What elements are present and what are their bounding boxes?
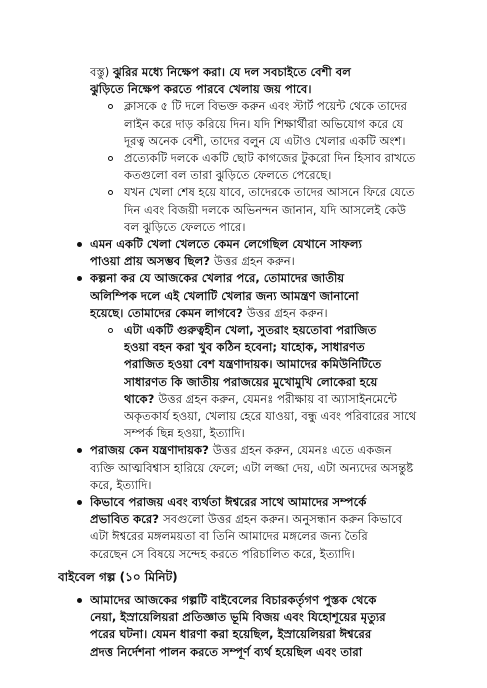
intro-line bbox=[90, 81, 470, 97]
bullet-line bbox=[90, 460, 470, 476]
text-run: করেছেন সে বিষয়ে সন্দেহ করতে পরিচালিত করে, ইত্যাদি। bbox=[90, 546, 355, 561]
text-run: কতগুলো বল তারা ঝুড়িতে ফেলতে পেরেছে। bbox=[124, 168, 332, 183]
sub-item-line bbox=[124, 184, 474, 200]
text-run: সাধারণত কি জাতীয় পরাজয়ের মুখোমুখি লোকেরা হয়ে bbox=[124, 374, 378, 389]
text-run: হওয়া বহন করা খুব কঠিন হবেনা; যাহোক, সাধারণত bbox=[124, 340, 365, 355]
text-run: এমন একটি খেলা খেলতে কেমন লেগেছিল যেখানে সাফল্য bbox=[90, 237, 362, 251]
text-run: অলিম্পিক দলে এই খেলাটি খেলার জন্য আমন্ত্রণ জানানো bbox=[90, 288, 359, 303]
text-run: পরের ঘটনা। যেমন ধারণা করা হয়েছিল, ইস্রায়েলিয়রা ঈশ্বরের bbox=[90, 627, 372, 642]
text-run: দিন এবং বিজয়ী দলকে অভিনন্দন জানান, যদি আসলেই কেউ bbox=[124, 202, 407, 217]
bullet-line bbox=[90, 305, 470, 321]
text-run: এটা একটি গুরুত্বহীন খেলা, সুতরাং হয়তোবা পরাজিত bbox=[124, 323, 377, 337]
bullet-marker bbox=[77, 242, 82, 247]
text-run: কিভাবে পরাজয় এবং ব্যর্থতা ঈশ্বরের সাথে আমাদের সম্পর্কে bbox=[90, 495, 367, 509]
bullet-line bbox=[90, 528, 470, 544]
bullet-line bbox=[90, 236, 470, 252]
text-run: করে, ইত্যাদি। bbox=[90, 477, 152, 492]
sub-item-line bbox=[124, 322, 474, 338]
text-run: হয়েছে। তোমাদের কেমন লাগবে? bbox=[90, 305, 247, 320]
sub-bullet-marker bbox=[108, 328, 113, 333]
text-run: কল্পনা কর যে আজকের খেলার পরে, তোমাদের জাতীয় bbox=[90, 271, 345, 286]
bullet-line bbox=[90, 592, 470, 608]
text-run: ঝুড়িতে নিক্ষেপ করতে পারবে খেলায় জয় পাবে। bbox=[90, 82, 312, 97]
bullet-line bbox=[90, 288, 470, 304]
sub-item-line bbox=[124, 339, 474, 355]
bullet-line bbox=[90, 626, 470, 642]
sub-item-line bbox=[124, 116, 474, 132]
bullet-marker bbox=[77, 500, 82, 505]
bullet-line bbox=[90, 494, 470, 510]
text-run: বল ঝুড়িতে ফেলতে পারে। bbox=[124, 219, 246, 234]
text-run: প্রভাবিত করে? bbox=[90, 512, 164, 527]
text-run: বস্তু) bbox=[90, 65, 113, 79]
sub-item-line bbox=[124, 150, 474, 166]
bullet-line bbox=[90, 511, 470, 527]
text-run: উত্তর গ্রহন করুন। bbox=[246, 305, 328, 320]
text-run: উত্তর গ্রহন করুন। bbox=[213, 254, 295, 269]
bullet-marker bbox=[77, 448, 82, 453]
bullet-line bbox=[90, 270, 470, 286]
intro-line bbox=[90, 64, 470, 80]
sub-item-line bbox=[124, 408, 474, 424]
sub-item-line bbox=[124, 391, 474, 407]
bullet-marker bbox=[77, 598, 82, 603]
text-run: পরাজিত হওয়া বেশ যন্ত্রণাদায়ক। আমাদের কমিউনিটিতে bbox=[124, 357, 382, 372]
text-run: সবগুলো উত্তর গ্রহন করুন। অনুসন্ধান করুন কিভাবে bbox=[163, 512, 403, 527]
sub-item-line bbox=[124, 374, 474, 390]
sub-item-line bbox=[124, 98, 474, 114]
text-run: উত্তর গ্রহন করুন, যেমনঃ পরীক্ষায় বা অ্যাসাইনমেন্টে bbox=[158, 391, 398, 406]
text-run: ব্যক্তি আত্মবিশ্বাস হারিয়ে ফেলে; এটা লজ্জা দেয়, এটা অন্যদের অসন্তুষ্ট bbox=[90, 460, 414, 475]
text-run: সম্পর্ক ছিন্ন হওয়া, ইত্যাদি। bbox=[124, 426, 245, 441]
bullet-line bbox=[90, 477, 470, 493]
sub-item-line bbox=[124, 133, 474, 149]
text-run: যখন খেলা শেষ হয়ে যাবে, তাদেরকে তাদের আসনে ফিরে যেতে bbox=[124, 185, 415, 200]
bullet-line bbox=[90, 442, 470, 458]
text-run: অকৃতকার্য হওয়া, খেলায় হেরে যাওয়া, বন্ধু এবং পরিবারের সাথে bbox=[124, 409, 417, 423]
text-run: প্রদত্ত নির্দেশনা পালন করতে সম্পূর্ণ ব্যর্থ হয়েছিল এবং তারা bbox=[90, 644, 363, 659]
text-run: থাকে? bbox=[124, 391, 159, 406]
text-run: প্রত্যেকটি দলকে একটি ছোট কাগজের টুকরো দিন হিসাব রাখতে bbox=[124, 151, 416, 165]
sub-item-line bbox=[124, 356, 474, 372]
bullet-line bbox=[90, 546, 470, 562]
sub-item-line bbox=[124, 219, 474, 235]
section-heading: বাইবেল গল্প (১০ মিনিট) bbox=[58, 569, 178, 584]
text-run: উত্তর গ্রহন করুন, যেমনঃ এতে একজন bbox=[212, 443, 392, 458]
text-run: পরাজয় কেন যন্ত্রণাদায়ক? bbox=[90, 443, 213, 458]
text-run: ক্লাসকে ৫ টি দলে বিভক্ত করুন এবং স্টার্ট পয়েন্ট থেকে তাদের bbox=[124, 99, 407, 114]
bullet-line bbox=[90, 253, 470, 269]
text-run: আমাদের আজকের গল্পটি বাইবেলের বিচারকর্তৃগণ পুস্তক থেকে bbox=[90, 593, 377, 607]
bullet-marker bbox=[77, 276, 82, 281]
sub-item-line bbox=[124, 202, 474, 218]
text-run: লাইন করে দাড় করিয়ে দিন। যদি শিক্ষার্থীরা অভিযোগ করে যে bbox=[124, 116, 404, 131]
sub-bullet-marker bbox=[108, 156, 113, 161]
sub-item-line bbox=[124, 425, 474, 441]
text-run: পাওয়া প্রায় অসম্ভব ছিল? bbox=[90, 254, 214, 269]
sub-item-line bbox=[124, 167, 474, 183]
text-run: দূরত্ব অনেক বেশী, তাদের বলুন যে এটাও খেলার একটি অংশ। bbox=[124, 133, 406, 148]
text-run: ঝুরির মধ্যে নিক্ষেপ করা। যে দল সবচাইতে বেশী বল bbox=[113, 65, 351, 79]
bullet-line bbox=[90, 644, 470, 660]
sub-bullet-marker bbox=[108, 190, 113, 195]
text-run: নেয়া, ইস্রায়েলিয়রা প্রতিজ্ঞাত ভূমি বিজয় এবং যিহোশূয়ের মৃত্যুর bbox=[90, 610, 386, 625]
text-run: এটা ঈশ্বরের মঙ্গলময়তা বা তিনি আমাদের মঙ্গলের জন্য তৈরি bbox=[90, 529, 368, 544]
bullet-line bbox=[90, 609, 470, 625]
sub-bullet-marker bbox=[108, 104, 113, 109]
